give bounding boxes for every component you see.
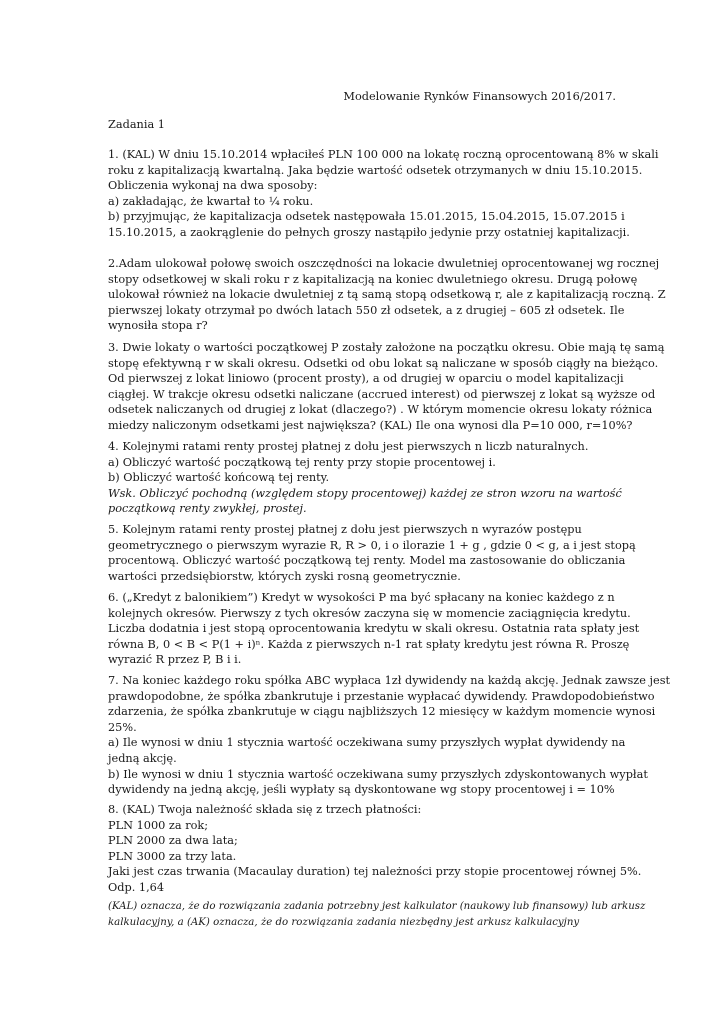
footnote-line: kalkulacyjny, a (AK) oznacza, że do rozwiązania zadania niezbędny jest arkusz kalkulacyjny bbox=[108, 916, 580, 928]
task-line: Od pierwszej z lokat liniowo (procent prosty), a od drugiej w oparciu o model kapitalizacji bbox=[108, 372, 624, 386]
task-line: miedzy naliczonym odsetkami jest największa? (KAL) Ile ona wynosi dla P=10 000, r=10%? bbox=[108, 418, 633, 432]
task-6 bbox=[108, 590, 640, 668]
task-1 bbox=[108, 147, 659, 241]
document-title: Zadania 1 bbox=[108, 118, 165, 131]
footnote-line: (KAL) oznacza, że do rozwiązania zadania potrzebny jest kalkulator (naukowy lub finansowy) lub arkusz bbox=[108, 901, 646, 912]
task-line: Odp. 1,64 bbox=[108, 880, 165, 894]
task-3 bbox=[108, 340, 665, 434]
task-line: 6. („Kredyt z balonikiem”) Kredyt w wysokości P ma być spłacany na koniec każdego z n bbox=[108, 591, 615, 604]
task-line: stopę efektywną r w skali okresu. Odsetki od obu lokat są naliczane w sposób ciągły na bieżąco. bbox=[108, 356, 659, 370]
task-line: jedną akcję. bbox=[108, 751, 177, 765]
task-line: ciągłej. W trakcje okresu odsetki naliczane (accrued interest) od pierwszej z lokat są wyższe od bbox=[108, 387, 656, 401]
task-line: procentową. Obliczyć wartość początkową tej renty. Model ma zastosowanie do obliczania bbox=[108, 554, 626, 568]
task-line: Obliczenia wykonaj na dwa sposoby: bbox=[108, 179, 318, 193]
task-line: PLN 2000 za dwa lata; bbox=[108, 834, 238, 848]
task-line: roku z kapitalizacją kwartalną. Jaka będzie wartość odsetek otrzymanych w dniu 15.10.2015. bbox=[108, 163, 643, 177]
task-line: a) zakładając, że kwartał to ¼ roku. bbox=[108, 194, 314, 208]
task-line: 4. Kolejnymi ratami renty prostej płatnej z dołu jest pierwszych n liczb naturalnych. bbox=[108, 440, 589, 453]
task-line: Jaki jest czas trwania (Macaulay duration) tej należności przy stopie procentowej równej 5%. bbox=[108, 865, 642, 879]
task-line: Liczba dodatnia i jest stopą oprocentowania kredytu w skali okresu. Ostatnia rata spłaty jest bbox=[108, 622, 640, 636]
task-line: PLN 1000 za rok; bbox=[108, 818, 209, 832]
task-hint-line: Wsk. Obliczyć pochodną (względem stopy procentowej) każdej ze stron wzoru na wartość bbox=[108, 486, 622, 500]
task-line: wynosiła stopa r? bbox=[108, 319, 208, 333]
course-header: Modelowanie Rynków Finansowych 2016/2017. bbox=[343, 90, 616, 103]
task-line: 2.Adam ulokował połowę swoich oszczędności na lokacie dwuletniej oprocentowanej wg rocznej bbox=[108, 257, 660, 270]
task-line: odsetek naliczanych od drugiej z lokat (dlaczego?) . W którym momencie okresu lokaty różnica bbox=[108, 403, 653, 417]
task-line: b) przyjmując, że kapitalizacja odsetek następowała 15.01.2015, 15.04.2015, 15.07.2015 i bbox=[108, 210, 625, 224]
task-line: b) Ile wynosi w dniu 1 stycznia wartość oczekiwana sumy przyszłych zdyskontowanych wypłat bbox=[108, 767, 648, 781]
task-line: b) Obliczyć wartość końcową tej renty. bbox=[108, 471, 330, 485]
task-line: prawdopodobne, że spółka zbankrutuje i przestanie wypłacać dywidendy. Prawdopodobieństwo bbox=[108, 689, 655, 703]
task-8 bbox=[108, 802, 642, 896]
task-line: 1. (KAL) W dniu 15.10.2014 wpłaciłeś PLN 100 000 na lokatę roczną oprocentowaną 8% w skali bbox=[108, 148, 659, 161]
task-5 bbox=[108, 522, 636, 584]
task-line: 5. Kolejnym ratami renty prostej płatnej z dołu jest pierwszych n wyrazów postępu bbox=[108, 523, 582, 536]
task-line: 8. (KAL) Twoja należność składa się z trzech płatności: bbox=[108, 803, 422, 816]
task-line: równa B, 0 < B < P(1 + i)ⁿ. Każda z pierwszych n-1 rat spłaty kredytu jest równa R. Proszę bbox=[108, 637, 630, 651]
task-line: geometrycznego o pierwszym wyrazie R, R > 0, i o ilorazie 1 + g , gdzie 0 < g, a i jest stopą bbox=[108, 538, 636, 552]
task-2 bbox=[108, 256, 666, 334]
task-7 bbox=[108, 673, 671, 798]
task-line: stopy odsetkowej w skali roku r z kapitalizacją na koniec dwuletniego okresu. Drugą połowę bbox=[108, 272, 638, 286]
footnote bbox=[108, 899, 646, 930]
task-line: 25%. bbox=[108, 720, 137, 734]
task-line: wyrazić R przez P, B i i. bbox=[108, 653, 242, 667]
task-line: a) Obliczyć wartość początkową tej renty przy stopie procentowej i. bbox=[108, 455, 496, 469]
task-line: a) Ile wynosi w dniu 1 stycznia wartość oczekiwana sumy przyszłych wypłat dywidendy na bbox=[108, 736, 626, 750]
task-line: pierwszej lokaty otrzymał po dwóch latach 550 zł odsetek, a z drugiej – 605 zł odsetek. Ile bbox=[108, 303, 625, 317]
task-line: kolejnych okresów. Pierwszy z tych okresów zaczyna się w momencie zaciągnięcia kredytu. bbox=[108, 606, 631, 620]
task-line: zdarzenia, że spółka zbankrutuje w ciągu najbliższych 12 miesięcy w każdym momencie wynosi bbox=[108, 705, 656, 719]
task-4 bbox=[108, 439, 622, 517]
task-line: 15.10.2015, a zaokrąglenie do pełnych groszy nastąpiło jedynie przy ostatniej kapitalizacji. bbox=[108, 225, 630, 239]
task-line: PLN 3000 za trzy lata. bbox=[108, 849, 237, 863]
task-line: wartości przedsiębiorstw, których zyski rosną geometrycznie. bbox=[108, 569, 461, 583]
task-line: ulokował również na lokacie dwuletniej z tą samą stopą odsetkową r, ale z kapitalizacją roczną. Z bbox=[108, 288, 666, 302]
task-hint-line: początkową renty zwykłej, prostej. bbox=[108, 502, 307, 516]
task-line: 7. Na koniec każdego roku spółka ABC wypłaca 1zł dywidendy na każdą akcję. Jednak zawsze jest bbox=[108, 674, 671, 687]
task-line: dywidendy na jedną akcję, jeśli wypłaty są dyskontowane wg stopy procentowej i = 10% bbox=[108, 783, 615, 797]
task-line: 3. Dwie lokaty o wartości początkowej P zostały założone na początku okresu. Obie mają tę samą bbox=[108, 341, 665, 354]
